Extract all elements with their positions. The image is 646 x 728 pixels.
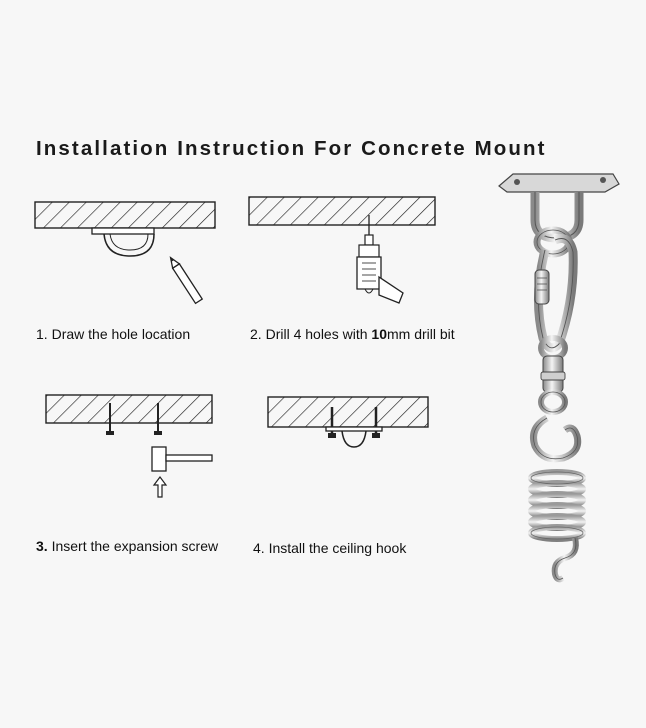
step-1-label (36, 325, 190, 343)
mount-plate (326, 427, 382, 431)
mount-ring (104, 234, 154, 256)
step-2-label (250, 325, 465, 343)
step-number: 3. (36, 538, 48, 554)
hammer-icon (152, 447, 212, 471)
spring-hook (531, 418, 583, 579)
ceiling-slab (249, 197, 435, 225)
drill-bit-size: 10 (371, 326, 387, 342)
step-number: 2. (250, 326, 262, 342)
step-text: Install the ceiling hook (268, 540, 407, 556)
step2-illustration (245, 185, 445, 315)
ceiling-slab (46, 395, 212, 423)
pencil-icon (167, 255, 202, 303)
step-text: Draw the hole location (51, 326, 191, 342)
step-4-label (253, 539, 406, 557)
drill-icon (357, 215, 403, 303)
ceiling-slab (268, 397, 428, 427)
step-text: Drill 4 holes with (265, 326, 368, 342)
ceiling-slab (35, 202, 215, 228)
step4-illustration (262, 385, 462, 515)
spring-coils (531, 472, 583, 539)
step3-illustration (40, 385, 240, 515)
mount-plate (92, 228, 154, 234)
arrow-up-icon (154, 477, 166, 497)
step-number: 1. (36, 326, 48, 342)
step-text: Insert the expansion screw (51, 538, 219, 554)
page-title: Installation Instruction For Concrete Mount (36, 137, 547, 160)
ceiling-hook-illustration (495, 168, 625, 588)
step-number: 4. (253, 540, 265, 556)
mount-ring (342, 431, 366, 447)
step-3-label (36, 537, 218, 555)
step1-illustration (30, 190, 230, 320)
step-text-cont: mm drill bit (386, 326, 455, 342)
